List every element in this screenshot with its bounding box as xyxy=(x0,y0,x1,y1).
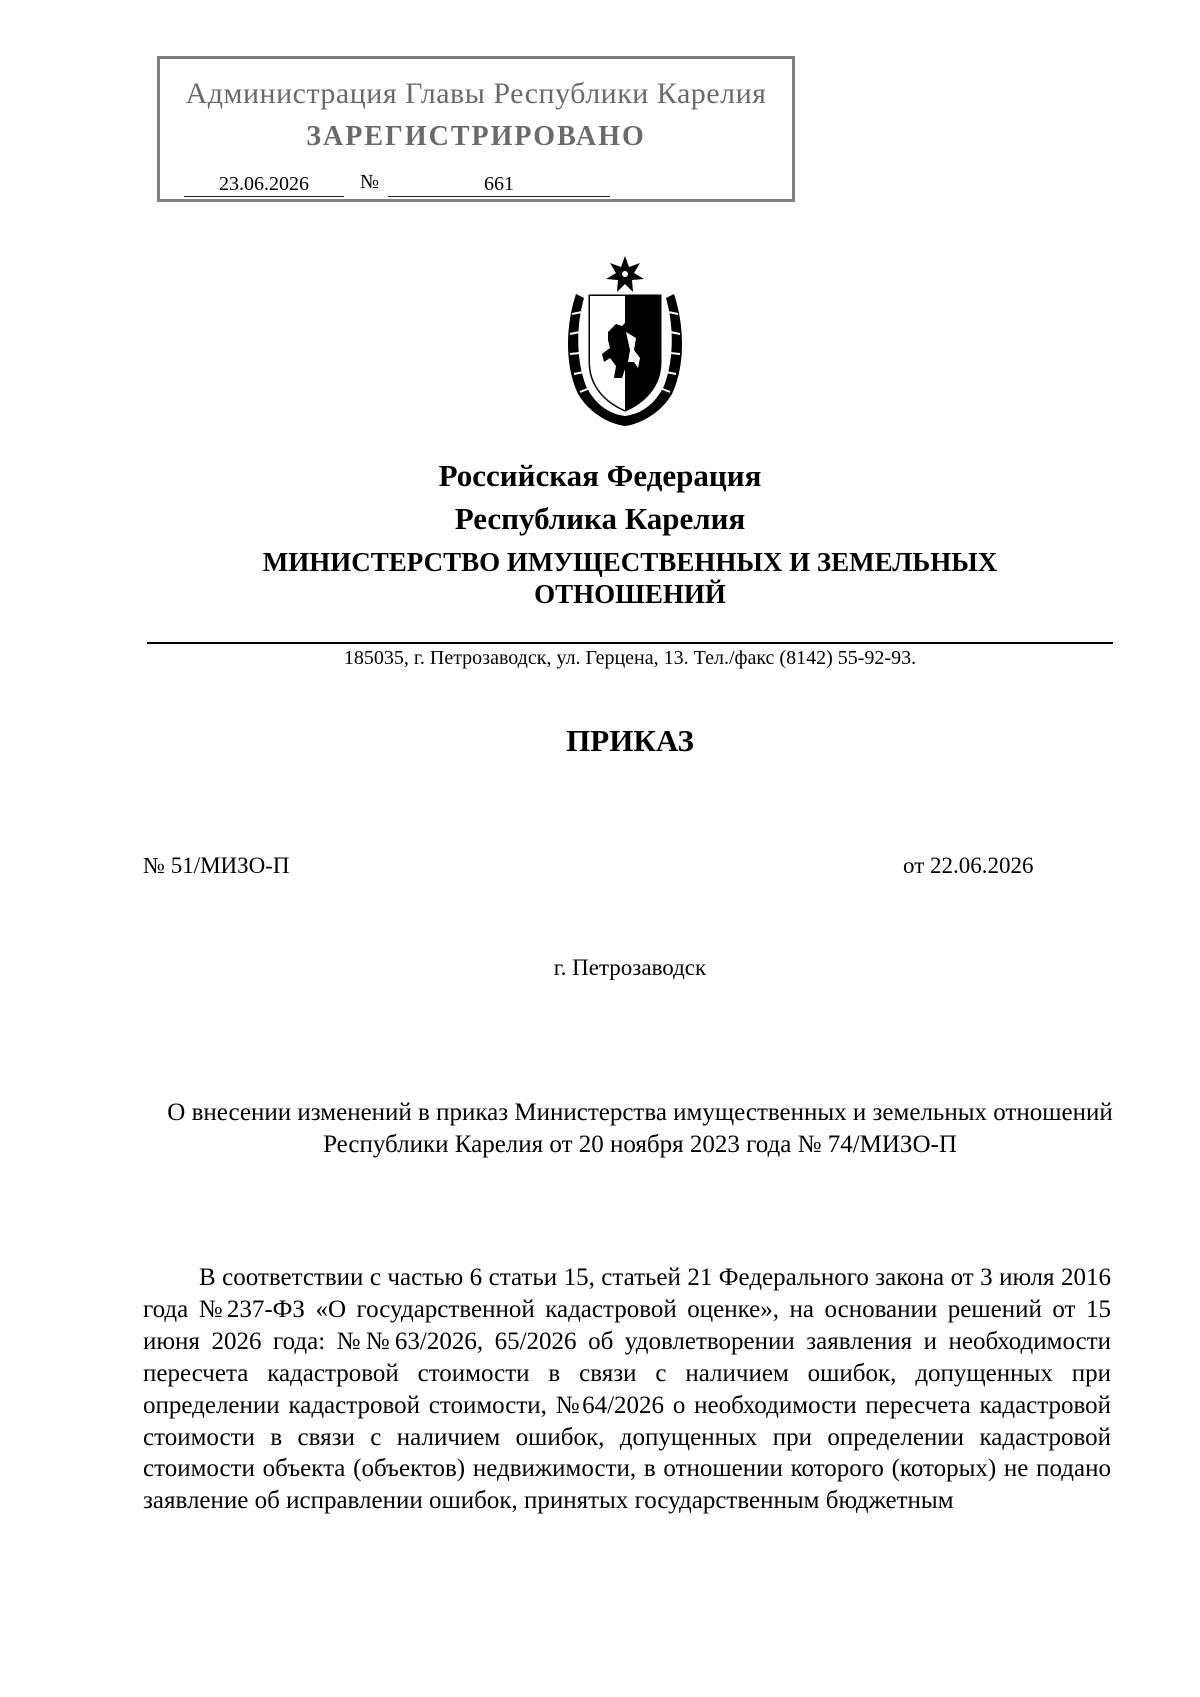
stamp-number: 661 xyxy=(388,173,610,197)
stamp-number-sign: № xyxy=(360,171,380,193)
ministry-heading: МИНИСТЕРСТВО ИМУЩЕСТВЕННЫХ И ЗЕМЕЛЬНЫХ ОТНОШЕНИЙ xyxy=(262,547,998,609)
stamp-status: ЗАРЕГИСТРИРОВАНО xyxy=(306,121,646,152)
registration-stamp xyxy=(157,56,795,202)
order-number: № 51/МИЗО-П xyxy=(143,853,290,878)
order-body-paragraph: В соответствии с частью 6 статьи 15, статьей 21 Федерального закона от 3 июля 2016 года №237-ФЗ «О государственной кадастровой оценке», на основании решений от 15 июня 2026 года: №№63/2026, 65/2026 об удовлетворении заявления и необходимости пересчета кадастровой стоимости в связи с наличием ошибок, допущенных при определении кадастровой стоимости, №64/2026 о необходимости пересчета кадастровой стоимости в связи с наличием ошибок, допущенных при определении кадастровой стоимости объекта (объектов) недвижимости, в отношении которого (которых) не подано заявление об исправлении ошибок, принятых государственным бюджетным xyxy=(143,1264,1111,1515)
country-heading: Российская Федерация xyxy=(438,458,762,493)
order-city: г. Петрозаводск xyxy=(553,955,707,980)
stamp-organization: Администрация Главы Республики Карелия xyxy=(185,77,767,110)
order-subject: О внесении изменений в приказ Министерства имущественных и земельных отношений Республики Карелия от 20 ноября 2023 года № 74/МИЗО-П xyxy=(167,1099,1113,1158)
ministry-address: 185035, г. Петрозаводск, ул. Герцена, 13. Тел./факс (8142) 55-92-93. xyxy=(343,647,917,669)
order-date: от 22.06.2026 xyxy=(903,853,1034,878)
karelia-coat-of-arms-icon xyxy=(560,254,690,426)
region-heading: Республика Карелия xyxy=(454,501,746,536)
header-divider xyxy=(147,642,1113,644)
stamp-date: 23.06.2026 xyxy=(184,173,344,197)
order-title: ПРИКАЗ xyxy=(566,723,694,758)
